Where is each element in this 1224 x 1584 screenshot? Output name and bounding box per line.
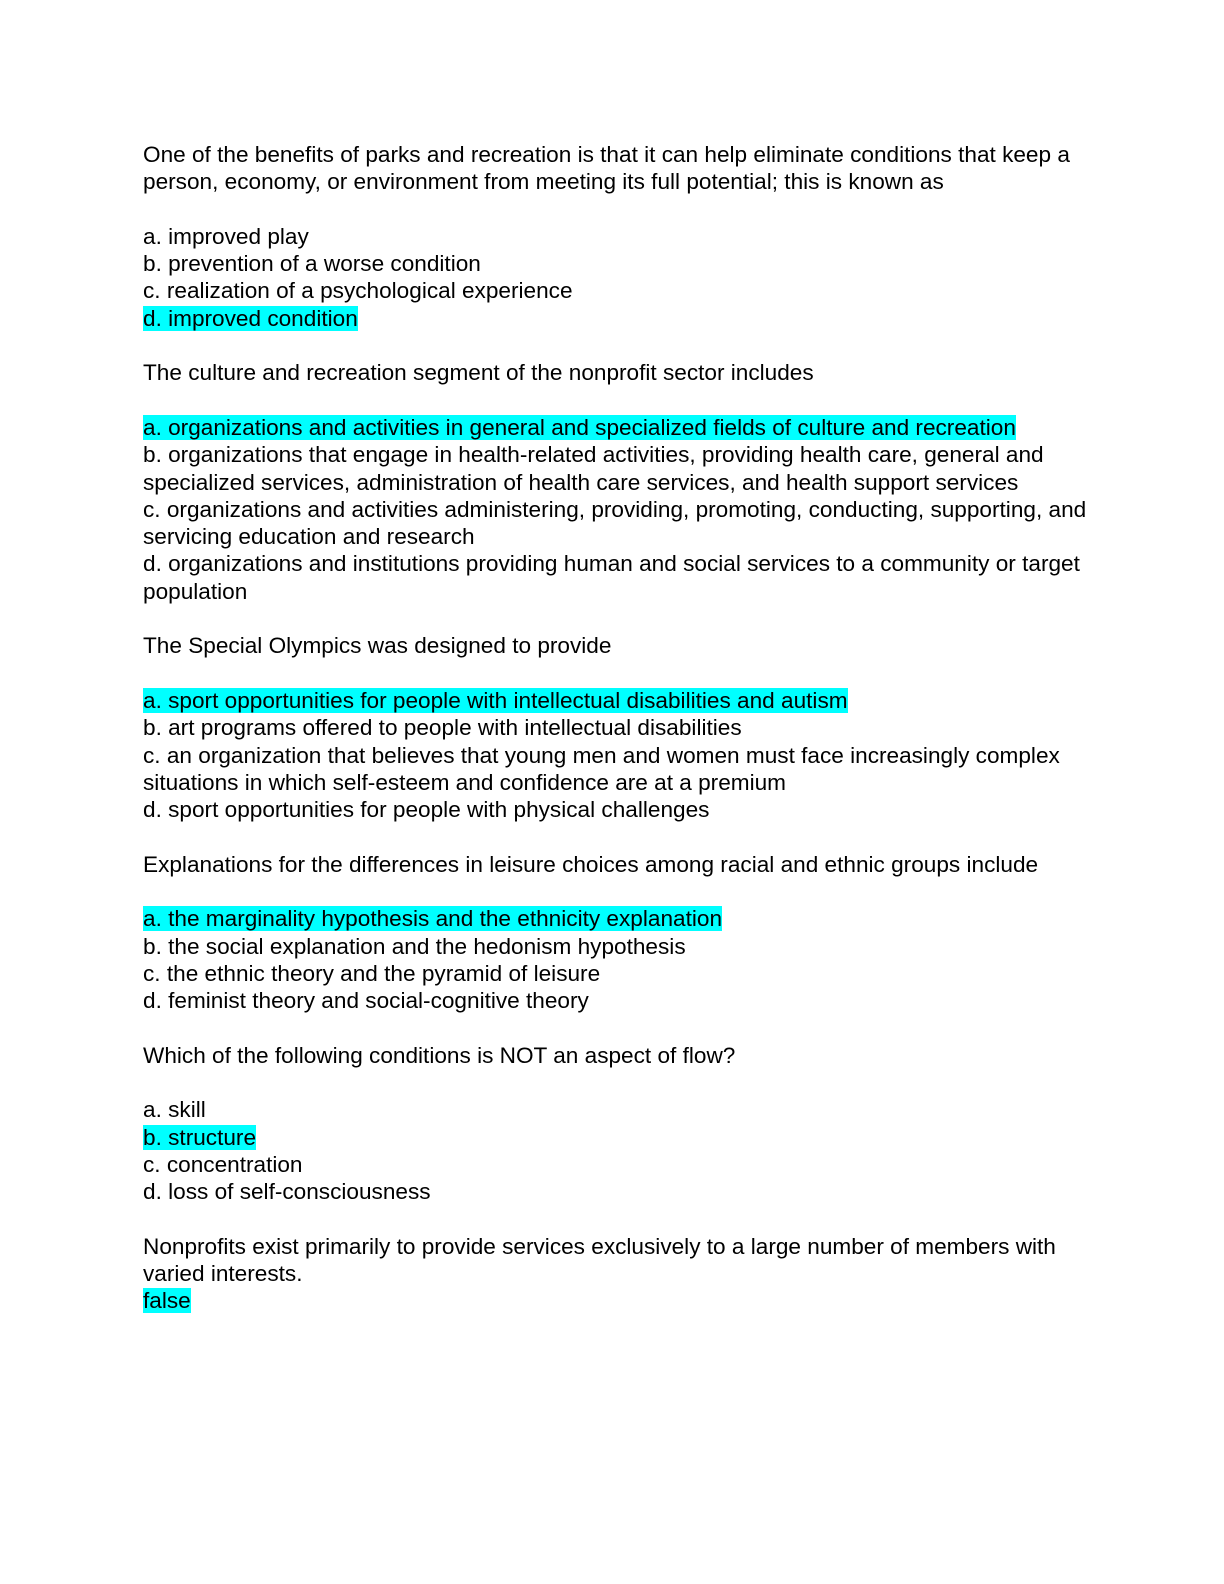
option-2c [143,496,1103,551]
spacer [143,878,1103,905]
question-5: Which of the following conditions is NOT an aspect of flow? [143,1042,736,1068]
option-1d [143,305,1103,332]
spacer [143,823,1103,850]
highlighted-answer-3: a. sport opportunities for people with intellectual disabilities and autism [143,687,848,713]
option-5d-text: d. loss of self-consciousness [143,1179,431,1205]
option-2a [143,414,1103,441]
option-4a [143,905,1103,932]
option-1c [143,277,1103,304]
option-5c [143,1151,1103,1178]
spacer [143,1069,1103,1096]
option-4d-text: d. feminist theory and social-cognitive theory [143,988,589,1014]
option-3a [143,687,1103,714]
highlighted-answer-4: a. the marginality hypothesis and the ethnicity explanation [143,906,723,932]
question-3: The Special Olympics was designed to provide [143,633,612,659]
option-3b [143,714,1103,741]
option-1b [143,250,1103,277]
option-1b-text: b. prevention of a worse condition [143,251,481,277]
spacer [143,1206,1103,1233]
option-2b-text: b. organizations that engage in health-related activities, providing health care, general and specialized services, administration of health care services, and health support services [143,442,1044,495]
answer-options-2 [143,414,1103,605]
option-2d [143,550,1103,605]
question-6: Nonprofits exist primarily to provide services exclusively to a large number of members with varied interests. [143,1233,1056,1287]
spacer [143,605,1103,632]
option-5a [143,1096,1103,1123]
option-4c [143,960,1103,987]
option-4b [143,933,1103,960]
option-5d [143,1178,1103,1205]
spacer [143,387,1103,414]
option-1c-text: c. realization of a psychological experience [143,278,573,304]
option-2b [143,441,1103,496]
option-3b-text: b. art programs offered to people with intellectual disabilities [143,715,742,741]
question-2: The culture and recreation segment of the nonprofit sector includes [143,360,814,386]
option-4b-text: b. the social explanation and the hedonism hypothesis [143,933,686,959]
spacer [143,660,1103,687]
highlighted-answer-5: b. structure [143,1124,257,1150]
option-4c-text: c. the ethnic theory and the pyramid of leisure [143,960,601,986]
document-body [143,141,1103,1315]
answer-options-1 [143,223,1103,332]
highlighted-answer-2: a. organizations and activities in general and specialized fields of culture and recreation [143,414,1016,440]
option-4d [143,987,1103,1014]
option-5b [143,1124,1103,1151]
option-3c [143,742,1103,797]
spacer [143,1015,1103,1042]
option-2d-text: d. organizations and institutions providing human and social services to a community or target population [143,551,1080,604]
question-4: Explanations for the differences in leisure choices among racial and ethnic groups include [143,851,1039,877]
option-5c-text: c. concentration [143,1151,303,1177]
option-2c-text: c. organizations and activities administering, providing, promoting, conducting, supporting, and servicing education and research [143,496,1087,550]
highlighted-answer-6: false [143,1288,191,1314]
option-1a-text: a. improved play [143,223,309,249]
spacer [143,332,1103,359]
option-3c-text: c. an organization that believes that young men and women must face increasingly complex situations in which self-esteem and confidence are at a premium [143,742,1060,795]
highlighted-answer-1: d. improved condition [143,305,358,331]
answer-options-4 [143,905,1103,1014]
answer-options-5 [143,1096,1103,1205]
question-1: One of the benefits of parks and recreation is that it can help eliminate conditions that keep a person, economy, or environment from meeting its full potential; this is known as [143,142,1070,195]
answer-6 [143,1287,1103,1314]
option-3d-text: d. sport opportunities for people with physical challenges [143,797,710,823]
option-5a-text: a. skill [143,1097,206,1123]
option-3d [143,796,1103,823]
spacer [143,196,1103,223]
answer-options-3 [143,687,1103,823]
option-1a [143,223,1103,250]
